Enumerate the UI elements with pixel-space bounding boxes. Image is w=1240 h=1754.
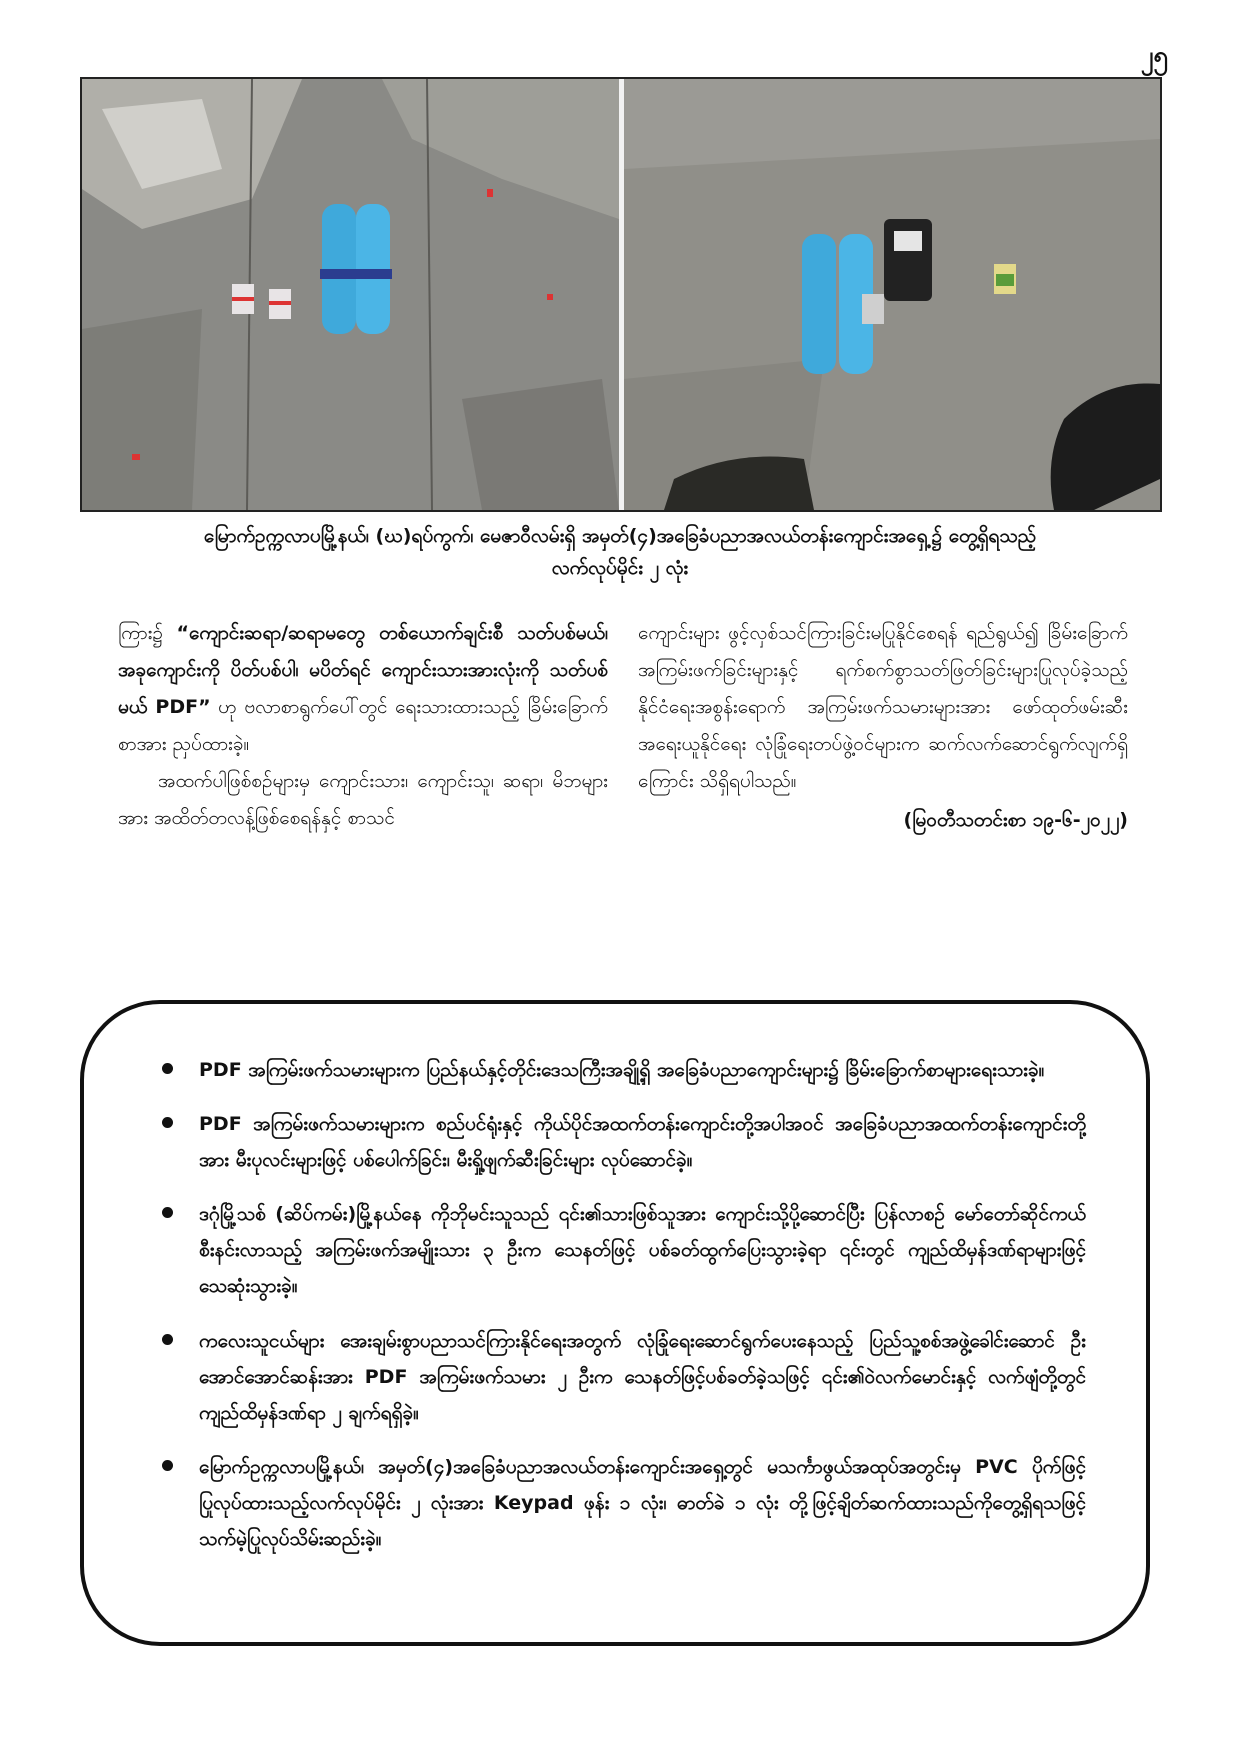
summary-item-text: PDF အကြမ်းဖက်သမားများက စည်ပင်ရုံးနှင့် ကိုယ်ပိုင်အထက်တန်းကျောင်းတို့အပါအဝင် အခြေခံပညာအထက်တန်းကျောင်းတို့အား မီးပုလင်းများဖြင့် ပစ်ပေါက်ခြင်း၊ မီးရှို့ဖျက်ဆီးခြင်းများ လုပ်ဆောင်ခဲ့။ <box>199 1113 1086 1172</box>
bullet-icon <box>162 1117 173 1128</box>
caption-line-2: လက်လုပ်မိုင်း ၂ လုံး <box>551 557 689 580</box>
page-number: ၂၅ <box>1140 41 1168 71</box>
evidence-photos <box>80 77 1162 512</box>
summary-item-text: ကလေးသူငယ်များ အေးချမ်းစွာပညာသင်ကြားနိုင်ရေးအတွက် လုံခြုံရေးဆောင်ရွက်ပေးနေသည့် ပြည်သူ့စစ်အဖွဲ့ခေါင်းဆောင် ဦးအောင်အောင်ဆန်းအား PDF အကြမ်းဖက်သမား ၂ ဦးက သေနတ်ဖြင့်ပစ်ခတ်ခဲ့သဖြင့် ၎င်း၏ဝဲလက်မောင်းနှင့် လက်ဖျံတို့တွင် ကျည်ထိမှန်ဒဏ်ရာ ၂ ချက်ရရှိခဲ့။ <box>199 1329 1086 1424</box>
article-right-column <box>638 615 1128 839</box>
summary-item <box>124 1449 1086 1557</box>
left-para1-tail: ဟု ဗလာစာရွက်ပေါ်တွင် ရေးသားထားသည့် ခြိမ်းခြောက်စာအား ညှပ်ထားခဲ့။ <box>118 696 609 756</box>
photo-left-image <box>82 79 619 510</box>
left-para1-lead: ကြား၌ <box>118 622 177 644</box>
summary-box <box>80 1000 1150 1646</box>
summary-item <box>124 1323 1086 1431</box>
article-source: (မြဝတီသတင်းစာ ၁၉-၆-၂၀၂၂) <box>903 809 1128 832</box>
photo-left-ied-with-batteries <box>82 79 624 510</box>
summary-item <box>124 1052 1086 1088</box>
bullet-icon <box>162 1334 173 1345</box>
bullet-icon <box>162 1207 173 1218</box>
left-paragraph-2: အထက်ပါဖြစ်စဉ်များမှ ကျောင်းသား၊ ကျောင်းသူ၊ ဆရာ၊ မိဘများအား အထိတ်တလန့်ဖြစ်စေရန်နှင့် စာသင် <box>118 770 608 830</box>
left-para1-quote: “ကျောင်းဆရာ/ဆရာမတွေ တစ်ယောက်ချင်းစီ သတ်ပစ်မယ်၊ အခုကျောင်းကို ပိတ်ပစ်ပါ၊ မပိတ်ရင် ကျောင်းသားအားလုံးကို သတ်ပစ်မယ် PDF” <box>118 622 609 719</box>
article-columns <box>118 615 1158 935</box>
article-left-column <box>118 615 608 837</box>
photo-caption <box>110 520 1130 585</box>
summary-item <box>124 1106 1086 1178</box>
photo-right-ied-with-keypad-phone <box>624 79 1160 510</box>
left-paragraph-1 <box>118 615 608 763</box>
bullet-icon <box>162 1460 173 1471</box>
summary-item-text: ဒဂုံမြို့သစ် (ဆိပ်ကမ်း)မြို့နယ်နေ ကိုဘိုမင်းသူသည် ၎င်း၏သားဖြစ်သူအား ကျောင်းသို့ပို့ဆောင်ပြီး ပြန်လာစဉ် မော်တော်ဆိုင်ကယ်စီးနင်းလာသည့် အကြမ်းဖက်အမျိုးသား ၃ ဦးက သေနတ်ဖြင့် ပစ်ခတ်ထွက်ပြေးသွားခဲ့ရာ ၎င်းတွင် ကျည်ထိမှန်ဒဏ်ရာများဖြင့် သေဆုံးသွားခဲ့။ <box>199 1203 1086 1298</box>
summary-item-text: မြောက်ဥက္ကလာပမြို့နယ်၊ အမှတ်(၄)အခြေခံပညာအလယ်တန်းကျောင်းအရှေ့တွင် မသင်္ကာဖွယ်အထုပ်အတွင်းမှ PVC ပိုက်ဖြင့် ပြုလုပ်ထားသည့်လက်လုပ်မိုင်း ၂ လုံးအား Keypad ဖုန်း ၁ လုံး၊ ဓာတ်ခဲ ၁ လုံး တို့ဖြင့်ချိတ်ဆက်ထားသည်ကိုတွေ့ရှိရသဖြင့် သက်မဲ့ပြုလုပ်သိမ်းဆည်းခဲ့။ <box>199 1455 1086 1551</box>
summary-item-text: PDF အကြမ်းဖက်သမားများက ပြည်နယ်နှင့်တိုင်းဒေသကြီးအချို့ရှိ အခြေခံပညာကျောင်းများ၌ ခြိမ်းခြောက်စာများရေးသားခဲ့။ <box>199 1059 1045 1081</box>
summary-item <box>124 1196 1086 1304</box>
summary-list <box>84 1004 1146 1557</box>
caption-line-1: မြောက်ဥက္ကလာပမြို့နယ်၊ (ဃ)ရပ်ကွက်၊ မေဇာဝီလမ်းရှိ အမှတ်(၄)အခြေခံပညာအလယ်တန်းကျောင်းအရှေ့၌ တွေ့ရှိရသည့် <box>203 525 1037 547</box>
bullet-icon <box>162 1063 173 1074</box>
right-paragraph-1: ကျောင်းများ ဖွင့်လှစ်သင်ကြားခြင်းမပြုနိုင်စေရန် ရည်ရွယ်၍ ခြိမ်းခြောက်အကြမ်းဖက်ခြင်းများနှင့် ရက်စက်စွာသတ်ဖြတ်ခြင်းများပြုလုပ်ခဲ့သည့် နိုင်ငံရေးအစွန်းရောက် အကြမ်းဖက်သမားများအား ဖော်ထုတ်ဖမ်းဆီးအရေးယူနိုင်ရေး လုံခြုံရေးတပ်ဖွဲ့ဝင်များက ဆက်လက်ဆောင်ရွက်လျက်ရှိကြောင်း သိရှိရပါသည်။ <box>638 622 1128 793</box>
photo-right-image <box>624 79 1160 510</box>
